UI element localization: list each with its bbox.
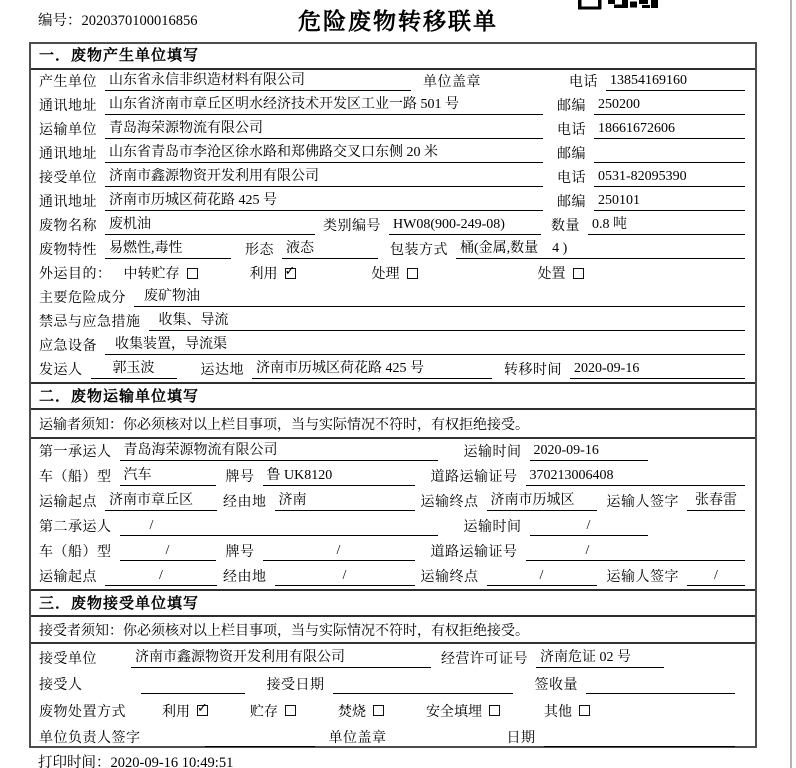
route-start-label: 运输起点 bbox=[39, 495, 97, 510]
zip-label: 邮编 bbox=[557, 195, 586, 210]
row-emergency-measures bbox=[31, 310, 755, 334]
acceptor-value bbox=[141, 676, 245, 694]
zip-label: 邮编 bbox=[557, 99, 586, 114]
row-receiver bbox=[31, 166, 755, 190]
row-purpose bbox=[31, 262, 755, 286]
carrier-signature-label: 运输人签字 bbox=[606, 495, 679, 510]
transporter-notice: 运输者须知：你必须核对以上栏目事项，当与实际情况不符时，有权拒绝接受。 bbox=[31, 410, 755, 439]
carrier-signature-label: 运输人签字 bbox=[606, 570, 679, 585]
first-carrier-label: 第一承运人 bbox=[39, 445, 112, 460]
option-store bbox=[250, 701, 296, 721]
packaging-value: 桶(金属,数量 4 ) bbox=[456, 240, 745, 259]
row-first-carrier bbox=[31, 439, 755, 464]
row-second-carrier bbox=[31, 514, 755, 539]
carrier-signature-value: / bbox=[687, 567, 745, 586]
route-via-label: 经由地 bbox=[223, 495, 267, 510]
route-start-value: 济南市章丘区 bbox=[105, 492, 217, 511]
quantity-label: 数量 bbox=[551, 219, 580, 234]
option-dispose bbox=[538, 263, 584, 283]
address-label: 通讯地址 bbox=[39, 195, 97, 210]
option-treat bbox=[372, 263, 418, 283]
license-value: 济南危证 02 号 bbox=[536, 649, 664, 668]
transport-time-value: / bbox=[530, 517, 648, 536]
unit-stamp-label: 单位盖章 bbox=[328, 731, 387, 746]
transfer-time-value: 2020-09-16 bbox=[570, 360, 745, 379]
serial-label: 编号： bbox=[38, 13, 82, 29]
checkbox-store-icon bbox=[285, 705, 296, 716]
row-hazard-component bbox=[31, 286, 755, 310]
transporter-address-value: 山东省青岛市李沧区徐水路和郑佛路交叉口东侧 20 米 bbox=[105, 144, 543, 163]
shipper-value: 郭玉波 bbox=[91, 360, 177, 379]
transport-time-label: 运输时间 bbox=[463, 445, 522, 460]
receiver-notice: 接受者须知：你必须核对以上栏目事项，当与实际情况不符时，有权拒绝接受。 bbox=[31, 617, 755, 644]
destination-value: 济南市历城区荷花路 425 号 bbox=[252, 360, 492, 379]
carrier-signature-value: 张春雷 bbox=[687, 492, 745, 511]
row-producer bbox=[31, 70, 755, 94]
route-end-value: / bbox=[487, 567, 597, 586]
option-label: 中转贮存 bbox=[123, 267, 180, 282]
accept-date-label: 接受日期 bbox=[266, 678, 325, 693]
road-permit-value: 370213006408 bbox=[526, 467, 746, 486]
transfer-time-label: 转移时间 bbox=[504, 363, 562, 378]
responsible-signature-label: 单位负责人签字 bbox=[39, 731, 141, 746]
first-carrier-value: 青岛海荣源物流有限公司 bbox=[120, 442, 438, 461]
row-disposal-method bbox=[31, 697, 755, 724]
accepting-unit-label: 接受单位 bbox=[39, 651, 97, 667]
row-responsible-signature bbox=[31, 724, 755, 751]
road-permit-value: / bbox=[526, 542, 746, 561]
transport-time-value: 2020-09-16 bbox=[530, 442, 648, 461]
route-via-value: / bbox=[275, 567, 415, 586]
checkbox-landfill-icon bbox=[489, 705, 500, 716]
section1-header: 一．废物产生单位填写 bbox=[31, 44, 755, 70]
transporter-label: 运输单位 bbox=[39, 123, 97, 138]
waste-name-value: 废机油 bbox=[105, 216, 315, 235]
equipment-label: 应急设备 bbox=[39, 339, 97, 354]
row-route-2 bbox=[31, 564, 755, 589]
measures-value: 收集、导流 bbox=[149, 312, 746, 331]
option-label: 利用 bbox=[249, 267, 278, 282]
second-carrier-label: 第二承运人 bbox=[39, 520, 112, 535]
category-code-value: HW08(900-249-08) bbox=[389, 216, 541, 235]
option-label: 其他 bbox=[544, 704, 572, 720]
transport-time-label: 运输时间 bbox=[463, 520, 522, 535]
packaging-label: 包装方式 bbox=[390, 243, 448, 258]
checkbox-treat-icon bbox=[407, 268, 418, 279]
zip-label: 邮编 bbox=[557, 147, 586, 162]
option-label: 利用 bbox=[162, 704, 190, 720]
receiver-zip-value: 250101 bbox=[594, 192, 745, 211]
row-shipper bbox=[31, 358, 755, 382]
phone-label: 电话 bbox=[557, 171, 586, 186]
received-qty-label: 签收量 bbox=[534, 678, 578, 693]
plate-label: 牌号 bbox=[225, 545, 255, 560]
phone-label: 电话 bbox=[557, 123, 586, 138]
waste-traits-label: 废物特性 bbox=[39, 243, 97, 258]
row-waste-traits bbox=[31, 238, 755, 262]
vehicle-type-value: / bbox=[120, 542, 216, 561]
route-via-label: 经由地 bbox=[223, 570, 267, 585]
stamp-label: 单位盖章 bbox=[423, 75, 481, 90]
plate-label: 牌号 bbox=[225, 470, 255, 485]
plate-value: 鲁 UK8120 bbox=[263, 467, 415, 486]
row-vehicle-2 bbox=[31, 539, 755, 564]
form-label: 形态 bbox=[245, 243, 274, 258]
date-label: 日期 bbox=[506, 731, 536, 746]
row-producer-address bbox=[31, 94, 755, 118]
accept-date-value bbox=[333, 676, 513, 694]
form-value: 液态 bbox=[282, 240, 378, 259]
route-start-value: / bbox=[105, 567, 217, 586]
purpose-label: 外运目的： bbox=[39, 267, 112, 282]
row-transporter bbox=[31, 118, 755, 142]
producer-value: 山东省永信非织造材料有限公司 bbox=[105, 72, 411, 91]
option-other bbox=[544, 701, 590, 721]
plate-value: / bbox=[263, 542, 415, 561]
receiver-address-value: 济南市历城区荷花路 425 号 bbox=[105, 192, 543, 211]
receiver-value: 济南市鑫源物资开发利用有限公司 bbox=[105, 168, 543, 187]
transporter-phone-value: 18661672606 bbox=[594, 120, 745, 139]
disposal-method-label: 废物处置方式 bbox=[39, 704, 126, 720]
category-code-label: 类别编号 bbox=[323, 219, 381, 234]
equipment-value: 收集装置，导流渠 bbox=[105, 336, 745, 355]
transporter-value: 青岛海荣源物流有限公司 bbox=[105, 120, 543, 139]
checkbox-utilize-icon bbox=[197, 705, 208, 716]
receiver-phone-value: 0531-82095390 bbox=[594, 168, 745, 187]
route-via-value: 济南 bbox=[275, 492, 415, 511]
received-qty-value bbox=[586, 676, 735, 694]
responsible-signature-value bbox=[205, 729, 315, 747]
route-end-label: 运输终点 bbox=[420, 570, 479, 585]
producer-label: 产生单位 bbox=[39, 75, 97, 90]
route-end-label: 运输终点 bbox=[420, 495, 479, 510]
page-edge-line bbox=[790, 0, 792, 768]
quantity-value: 0.8 吨 bbox=[588, 216, 745, 235]
vehicle-type-label: 车（船）型 bbox=[39, 545, 112, 560]
print-time bbox=[38, 751, 233, 768]
option-utilize bbox=[162, 701, 208, 721]
transfer-form-table bbox=[29, 42, 757, 748]
shipper-label: 发运人 bbox=[39, 363, 83, 378]
option-label: 处理 bbox=[371, 267, 400, 282]
print-time-value: 2020-09-16 10:49:51 bbox=[110, 755, 234, 768]
waste-name-label: 废物名称 bbox=[39, 219, 97, 234]
producer-address-value: 山东省济南市章丘区明水经济技术开发区工业一路 501 号 bbox=[105, 96, 543, 115]
accepting-unit-value: 济南市鑫源物资开发利用有限公司 bbox=[131, 649, 431, 668]
vehicle-type-label: 车（船）型 bbox=[39, 470, 112, 485]
address-label: 通讯地址 bbox=[39, 99, 97, 114]
print-time-label: 打印时间： bbox=[38, 755, 111, 768]
license-label: 经营许可证号 bbox=[441, 651, 528, 667]
producer-phone-value: 13854169160 bbox=[606, 72, 745, 91]
option-label: 贮存 bbox=[250, 704, 278, 720]
checkbox-utilize-icon bbox=[285, 268, 296, 279]
phone-label: 电话 bbox=[569, 75, 598, 90]
vehicle-type-value: 汽车 bbox=[120, 467, 216, 486]
row-waste-name bbox=[31, 214, 755, 238]
row-route-1 bbox=[31, 489, 755, 514]
row-accepting-unit bbox=[31, 644, 755, 671]
option-label: 安全填埋 bbox=[426, 704, 482, 720]
option-label: 焚烧 bbox=[338, 704, 366, 720]
hazard-label: 主要危险成分 bbox=[39, 291, 126, 306]
acceptor-label: 接受人 bbox=[39, 678, 83, 693]
transporter-zip-value bbox=[594, 145, 745, 163]
producer-zip-value: 250200 bbox=[594, 96, 745, 115]
option-incinerate bbox=[338, 701, 384, 721]
section3-header: 三．废物接受单位填写 bbox=[31, 589, 755, 617]
row-transporter-address bbox=[31, 142, 755, 166]
row-vehicle-1 bbox=[31, 464, 755, 489]
road-permit-label: 道路运输证号 bbox=[430, 470, 518, 485]
section2-header: 二．废物运输单位填写 bbox=[31, 382, 755, 410]
checkbox-incinerate-icon bbox=[373, 705, 384, 716]
option-landfill bbox=[426, 701, 500, 721]
checkbox-other-icon bbox=[579, 705, 590, 716]
second-carrier-value: / bbox=[120, 517, 438, 536]
checkbox-dispose-icon bbox=[573, 268, 584, 279]
qr-code-icon bbox=[578, 0, 660, 10]
row-receiver-address bbox=[31, 190, 755, 214]
waste-traits-value: 易燃性,毒性 bbox=[105, 240, 231, 259]
receiver-label: 接受单位 bbox=[39, 171, 97, 186]
serial-value: 2020370100016856 bbox=[81, 13, 198, 29]
route-start-label: 运输起点 bbox=[39, 570, 97, 585]
option-utilize bbox=[250, 263, 296, 283]
road-permit-label: 道路运输证号 bbox=[430, 545, 518, 560]
hazard-value: 废矿物油 bbox=[134, 288, 745, 307]
page-title: 危险废物转移联单 bbox=[298, 9, 498, 34]
address-label: 通讯地址 bbox=[39, 147, 97, 162]
option-transfer-storage bbox=[124, 263, 198, 283]
destination-label: 运达地 bbox=[200, 363, 244, 378]
row-emergency-equipment bbox=[31, 334, 755, 358]
date-value bbox=[544, 729, 736, 747]
checkbox-transfer-storage-icon bbox=[187, 268, 198, 279]
row-acceptor bbox=[31, 671, 755, 698]
option-label: 处置 bbox=[537, 267, 566, 282]
measures-label: 禁忌与应急措施 bbox=[39, 315, 141, 330]
route-end-value: 济南市历城区 bbox=[487, 492, 597, 511]
